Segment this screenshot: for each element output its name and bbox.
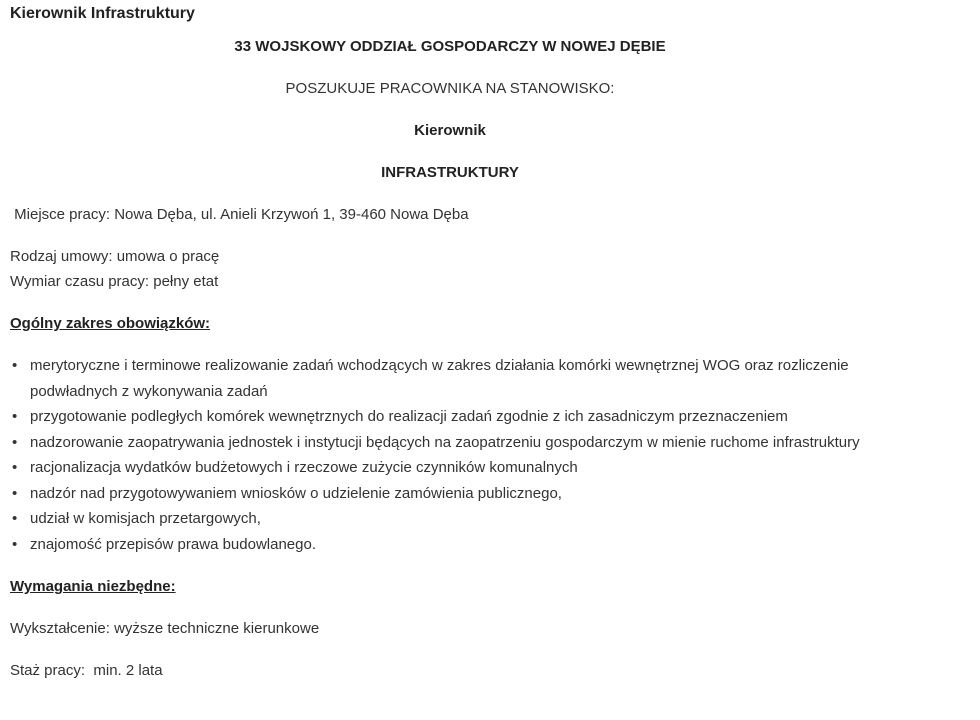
position-title-line2: INFRASTRUKTURY [381,164,519,181]
bullet-icon: • [12,535,18,553]
bullet-icon: • [12,459,18,476]
working-time-text: Wymiar czasu pracy: pełny etat [10,273,219,290]
bullet-icon: • [12,408,18,425]
workplace-text: Miejsce pracy: Nowa Dęba, ul. Anieli Krzywoń 1, 39-460 Nowa Dęba [10,206,469,223]
list-item [12,455,890,481]
duty-text: udział w komisjach przetargowych, [30,510,261,527]
organization-name: 33 WOJSKOWY ODDZIAŁ GOSPODARCZY W NOWEJ DĘBIE [234,38,666,55]
duty-text: racjonalizacja wydatków budżetowych i rzeczowe zużycie czynników komunalnych [30,459,578,476]
list-item [12,404,890,430]
duty-text: merytoryczne i terminowe realizowanie zadań wchodzących w zakres działania komórki wewnętrznej WOG oraz rozliczenie podwładnych z wykonywania zadań [30,357,849,400]
list-item [12,430,890,456]
duty-text: znajomość przepisów prawa budowlanego. [30,535,316,553]
position-title-line1: Kierownik [414,122,486,139]
document-body [10,34,890,700]
list-item [12,532,890,558]
list-item [12,353,890,404]
duties-heading: Ogólny zakres obowiązków: [10,315,211,332]
contract-type-text: Rodzaj umowy: umowa o pracę [10,248,220,265]
seeking-line: POSZUKUJE PRACOWNIKA NA STANOWISKO: [285,80,615,97]
list-item [12,481,890,507]
education-text: Wykształcenie: wyższe techniczne kierunkowe [10,620,320,637]
bullet-icon: • [12,433,18,451]
page-title: Kierownik Infrastruktury [10,5,195,22]
duty-text: nadzór nad przygotowywaniem wniosków o udzielenie zamówienia publicznego, [30,484,562,502]
duty-text: nadzorowanie zaopatrywania jednostek i instytucji będących na zaopatrzeniu gospodarczym w mienie ruchome infrastruktury [30,433,860,451]
contract-info [10,244,890,294]
bullet-icon: • [12,510,18,527]
bullet-icon: • [12,357,18,374]
experience-text: Staż pracy: min. 2 lata [10,662,163,679]
requirements-heading: Wymagania niezbędne: [10,578,176,595]
bullet-icon: • [12,484,18,502]
duties-list [10,353,890,557]
list-item [12,506,890,532]
duty-text: przygotowanie podległych komórek wewnętrznych do realizacji zadań zgodnie z ich zasadniczym przeznaczeniem [30,408,788,425]
